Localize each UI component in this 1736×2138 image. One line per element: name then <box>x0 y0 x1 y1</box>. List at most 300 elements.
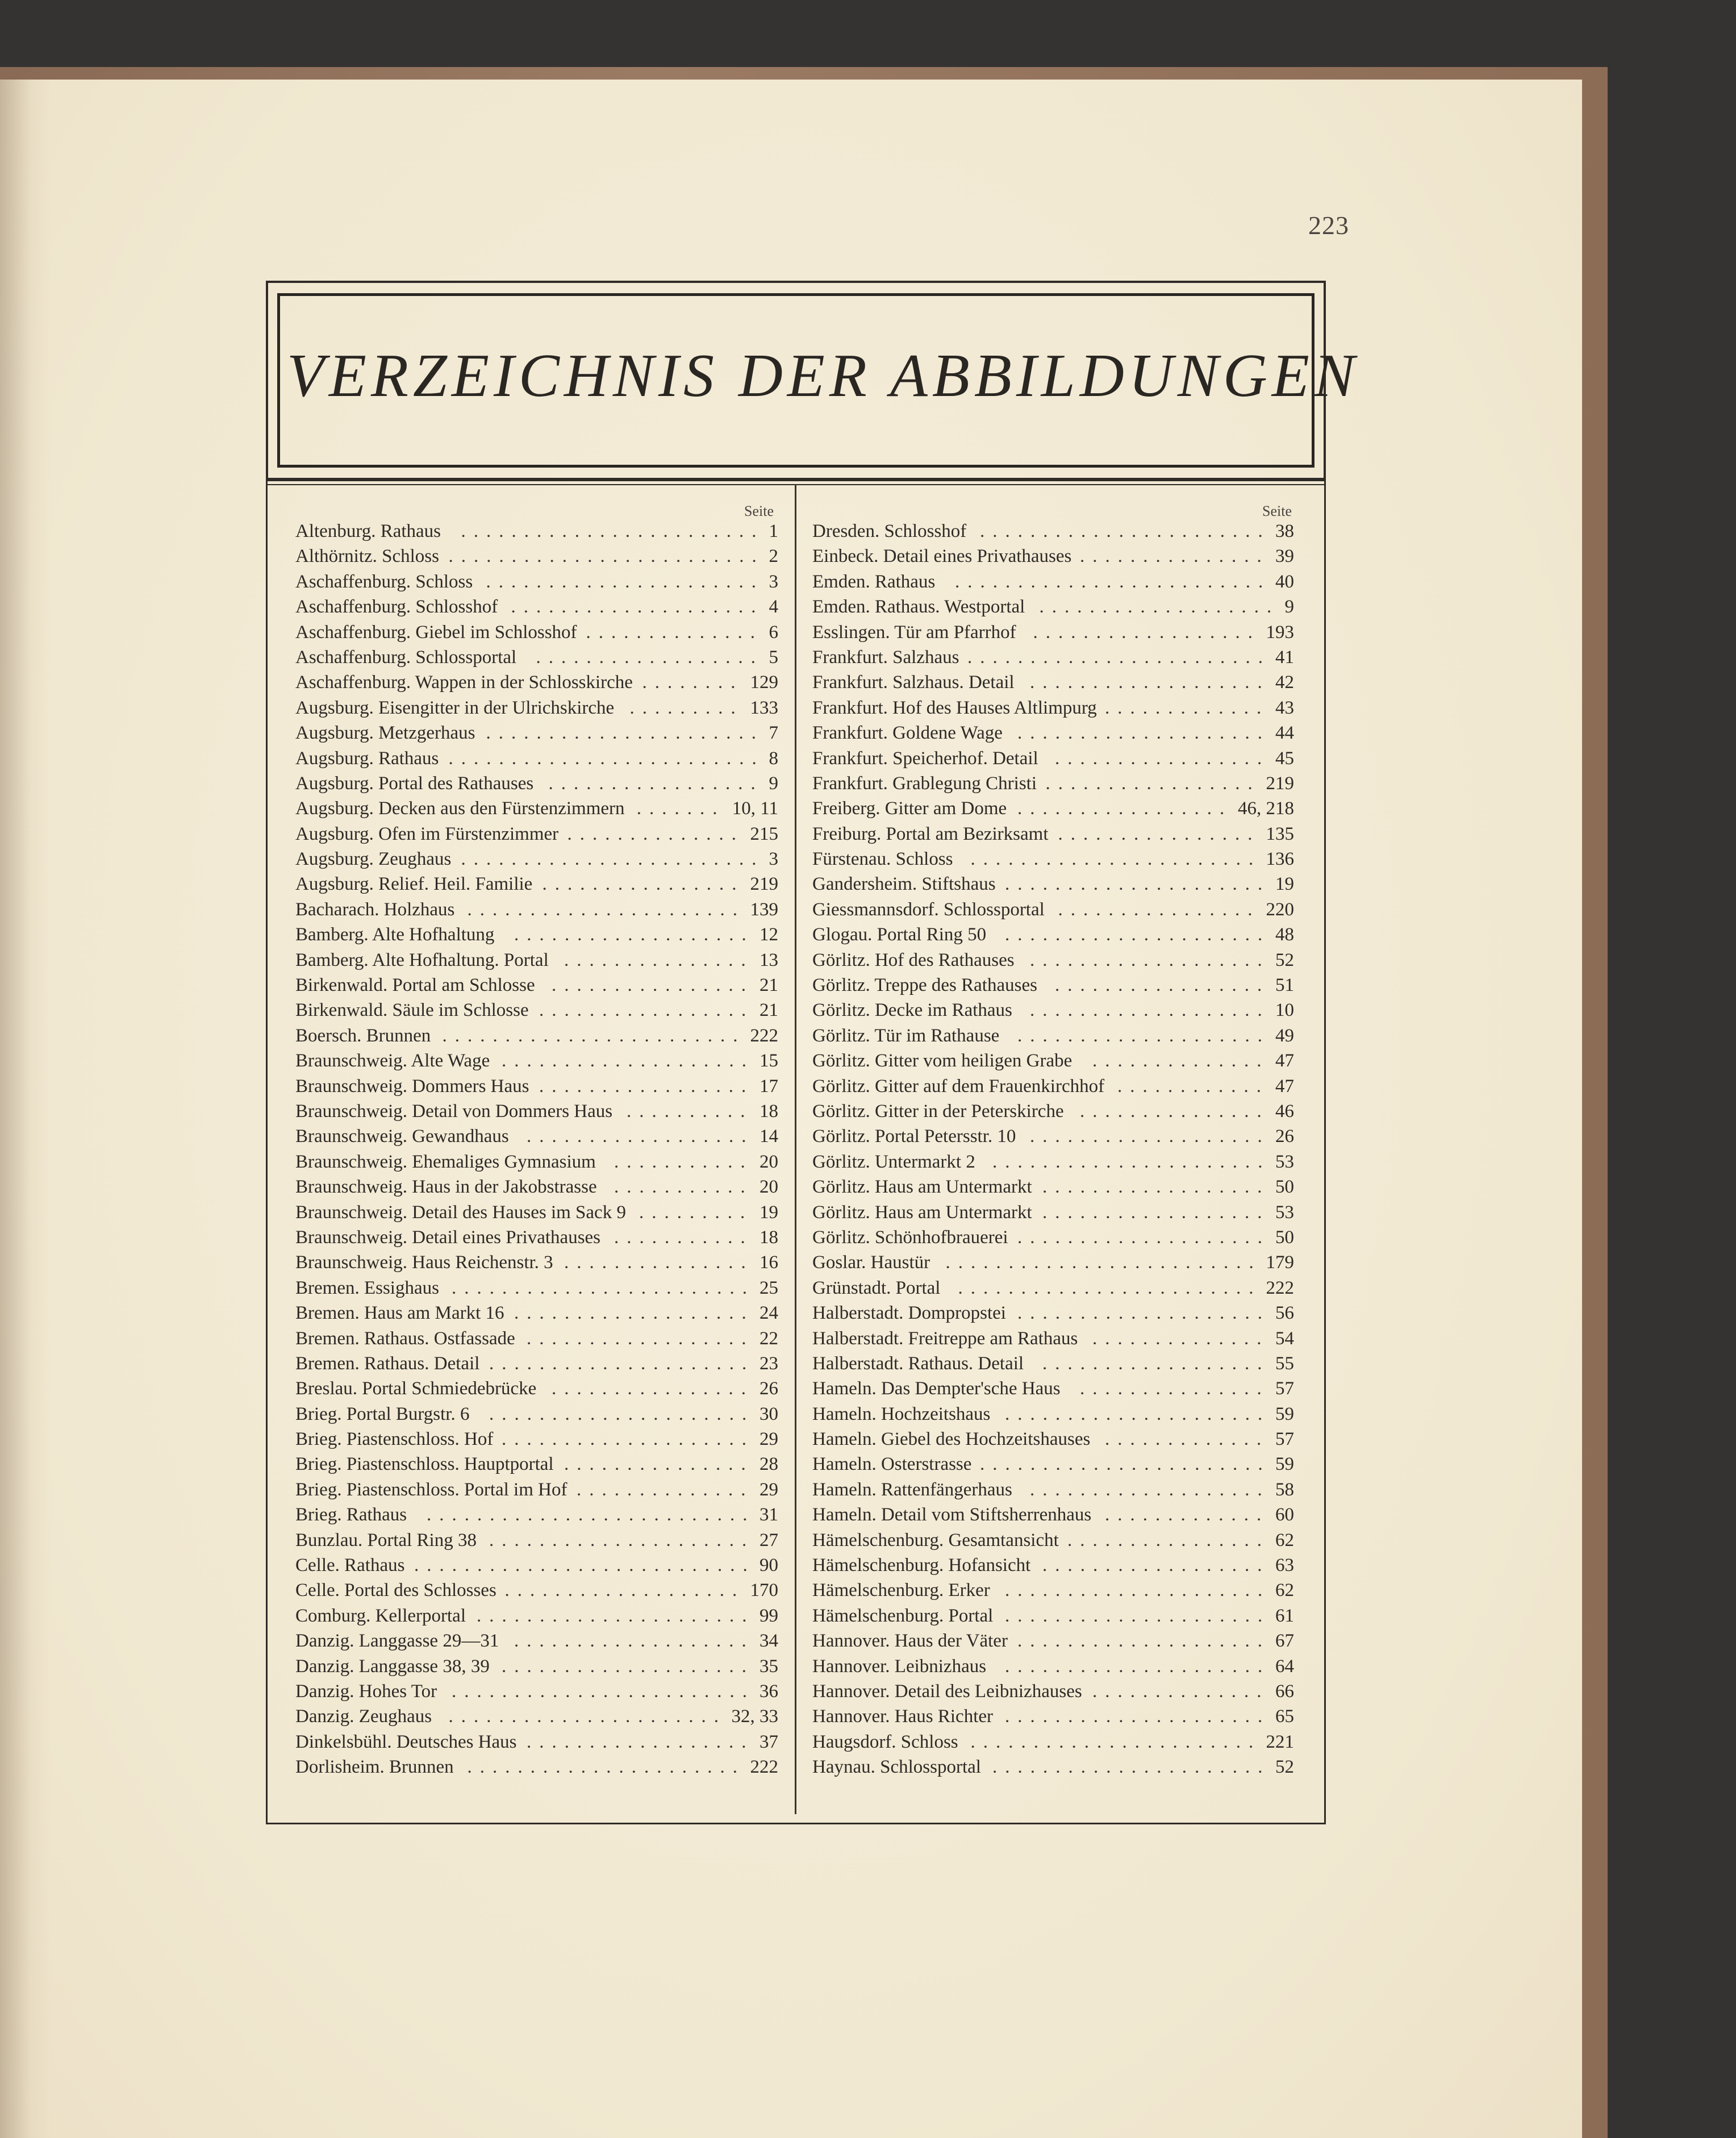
dot-leader: ......................... <box>955 571 1271 592</box>
index-entry <box>812 1553 1294 1578</box>
dot-leader: .................... <box>502 1051 754 1072</box>
index-entry <box>812 1528 1294 1553</box>
entry-name: Aschaffenburg. Wappen in der Schlosskirche <box>295 672 633 693</box>
index-entry <box>295 1149 778 1174</box>
dot-leader: ...................... <box>992 1757 1271 1778</box>
entry-name: Hannover. Haus der Väter <box>812 1631 1008 1652</box>
entry-page: 90 <box>760 1555 778 1576</box>
index-entry <box>812 1048 1294 1073</box>
index-entry <box>812 569 1294 594</box>
dot-leader: .................. <box>1042 1353 1270 1374</box>
entry-name: Giessmannsdorf. Schlossportal <box>812 899 1045 920</box>
entry-page: 66 <box>1275 1681 1294 1702</box>
index-entry <box>295 1376 778 1401</box>
index-entry <box>295 1124 778 1149</box>
entry-name: Bremen. Rathaus. Detail <box>295 1353 480 1374</box>
entry-page: 55 <box>1275 1353 1294 1374</box>
dot-leader: ....... <box>636 798 725 819</box>
dot-leader: ............... <box>1080 546 1270 567</box>
dot-leader: ................... <box>514 924 754 945</box>
dot-leader: ................... <box>1039 597 1280 618</box>
dot-leader: ..................... <box>489 1353 755 1374</box>
dot-leader: ............... <box>564 949 754 970</box>
dot-leader: .................... <box>1017 1227 1270 1248</box>
entry-page: 19 <box>760 1202 778 1223</box>
entry-name: Braunschweig. Haus Reichenstr. 3 <box>295 1252 553 1273</box>
index-entry <box>812 1351 1294 1376</box>
entry-page: 50 <box>1275 1227 1294 1248</box>
entry-name: Emden. Rathaus. Westportal <box>812 597 1025 618</box>
dot-leader: ............. <box>1105 1504 1270 1526</box>
dot-leader: ................ <box>542 874 745 895</box>
entry-name: Birkenwald. Säule im Schlosse <box>295 1000 529 1021</box>
index-entry <box>295 1099 778 1124</box>
entry-name: Brieg. Piastenschloss. Portal im Hof <box>295 1479 567 1500</box>
dot-leader: ....................... <box>980 521 1271 541</box>
index-entry <box>812 1326 1294 1351</box>
entry-name: Altenburg. Rathaus <box>295 521 441 541</box>
dot-leader: ...................... <box>477 1605 755 1626</box>
index-entry <box>295 620 778 645</box>
entry-page: 52 <box>1275 1757 1294 1778</box>
entry-page: 32, 33 <box>731 1706 778 1727</box>
index-entry <box>295 519 778 544</box>
dot-leader: ............... <box>1080 1378 1270 1399</box>
dot-leader: ................... <box>514 1631 754 1652</box>
index-entry <box>295 1528 778 1553</box>
dot-leader: ............ <box>1117 1076 1269 1097</box>
entry-name: Hameln. Das Dempter'sche Haus <box>812 1378 1061 1399</box>
entry-name: Bunzlau. Portal Ring 38 <box>295 1529 477 1551</box>
entry-page: 46, 218 <box>1238 798 1294 819</box>
dot-leader: .............. <box>567 823 744 844</box>
index-entry <box>295 1603 778 1628</box>
index-entry <box>295 746 778 771</box>
entry-page: 56 <box>1275 1303 1294 1324</box>
index-entry <box>295 1351 778 1376</box>
entry-name: Einbeck. Detail eines Privathauses <box>812 546 1072 567</box>
dot-leader: .................... <box>511 597 764 618</box>
entry-page: 28 <box>760 1454 778 1475</box>
index-entry <box>295 771 778 796</box>
entry-name: Hämelschenburg. Erker <box>812 1580 990 1601</box>
entry-name: Görlitz. Schönhofbrauerei <box>812 1227 1008 1248</box>
entry-page: 3 <box>769 571 778 592</box>
entry-page: 25 <box>760 1277 778 1298</box>
dot-leader: ...................... <box>992 1151 1271 1172</box>
entry-page: 129 <box>750 672 778 693</box>
entry-page: 22 <box>760 1328 778 1349</box>
entry-page: 36 <box>760 1681 778 1702</box>
index-entry <box>812 720 1294 745</box>
entry-page: 133 <box>750 697 778 718</box>
left-index-column <box>295 519 778 1780</box>
entry-page: 6 <box>769 622 778 643</box>
entry-name: Hameln. Hochzeitshaus <box>812 1403 991 1424</box>
entry-name: Haugsdorf. Schloss <box>812 1731 958 1752</box>
entry-name: Halberstadt. Freitreppe am Rathaus <box>812 1328 1078 1349</box>
dot-leader: ........ <box>642 672 744 693</box>
entry-name: Frankfurt. Speicherhof. Detail <box>812 748 1038 769</box>
entry-name: Görlitz. Portal Petersstr. 10 <box>812 1126 1016 1147</box>
entry-name: Braunschweig. Alte Wage <box>295 1051 490 1072</box>
dot-leader: ........... <box>614 1177 753 1198</box>
dot-leader: ..................... <box>1005 1580 1271 1601</box>
entry-page: 3 <box>769 849 778 870</box>
dot-leader: ................... <box>1030 672 1270 693</box>
entry-name: Dresden. Schlosshof <box>812 521 967 541</box>
entry-page: 59 <box>1275 1403 1294 1424</box>
entry-name: Braunschweig. Detail eines Privathauses <box>295 1227 601 1248</box>
dot-leader: ................... <box>1030 1126 1270 1147</box>
entry-page: 57 <box>1275 1429 1294 1450</box>
entry-page: 42 <box>1275 672 1294 693</box>
entry-name: Hameln. Giebel des Hochzeitshauses <box>812 1429 1091 1450</box>
index-entry <box>295 1301 778 1326</box>
dot-leader: ................... <box>504 1580 745 1601</box>
dot-leader: ................. <box>1017 798 1233 819</box>
entry-name: Augsburg. Ofen im Fürstenzimmer <box>295 823 559 844</box>
entry-page: 50 <box>1275 1177 1294 1198</box>
entry-page: 62 <box>1275 1529 1294 1551</box>
entry-page: 26 <box>760 1378 778 1399</box>
entry-page: 30 <box>760 1403 778 1424</box>
dot-leader: ........... <box>614 1151 753 1172</box>
entry-page: 29 <box>760 1429 778 1450</box>
entry-name: Freiberg. Gitter am Dome <box>812 798 1007 819</box>
index-entry <box>295 973 778 998</box>
entry-name: Aschaffenburg. Giebel im Schlosshof <box>295 622 577 643</box>
entry-name: Hameln. Osterstrasse <box>812 1454 972 1475</box>
entry-name: Danzig. Langgasse 38, 39 <box>295 1656 490 1677</box>
dot-leader: .................. <box>527 1126 754 1147</box>
dot-leader: ......................... <box>448 748 765 769</box>
dot-leader: ..................... <box>1005 1403 1271 1424</box>
entry-name: Goslar. Haustür <box>812 1252 930 1273</box>
entry-page: 47 <box>1275 1076 1294 1097</box>
entry-name: Emden. Rathaus <box>812 571 936 592</box>
page-gutter-shadow <box>0 80 51 2138</box>
entry-name: Frankfurt. Goldene Wage <box>812 723 1003 744</box>
dot-leader: ........................ <box>452 1277 755 1298</box>
entry-name: Frankfurt. Hof des Hauses Altlimpurg <box>812 697 1097 718</box>
index-entry <box>812 1200 1294 1225</box>
entry-name: Görlitz. Tür im Rathause <box>812 1025 1000 1046</box>
index-entry <box>812 1654 1294 1679</box>
entry-name: Aschaffenburg. Schlosshof <box>295 597 498 618</box>
index-entry <box>295 695 778 720</box>
index-entry <box>295 872 778 897</box>
entry-page: 222 <box>1266 1277 1294 1298</box>
entry-page: 62 <box>1275 1580 1294 1601</box>
entry-page: 53 <box>1275 1151 1294 1172</box>
dot-leader: ..................... <box>1005 1605 1271 1626</box>
page-title: VERZEICHNIS DER ABBILDUNGEN <box>287 342 1359 410</box>
entry-page: 67 <box>1275 1631 1294 1652</box>
index-entry <box>295 1578 778 1603</box>
dot-leader: ..................... <box>1005 924 1271 945</box>
entry-name: Glogau. Portal Ring 50 <box>812 924 987 945</box>
index-entry <box>295 670 778 695</box>
index-entry <box>295 1326 778 1351</box>
index-entry <box>295 897 778 922</box>
entry-page: 136 <box>1266 849 1294 870</box>
dot-leader: ................ <box>552 975 754 996</box>
index-entry <box>295 1250 778 1275</box>
entry-name: Bremen. Haus am Markt 16 <box>295 1303 504 1324</box>
entry-page: 215 <box>750 823 778 844</box>
entry-name: Braunschweig. Gewandhaus <box>295 1126 509 1147</box>
index-entry <box>812 998 1294 1023</box>
entry-name: Braunschweig. Dommers Haus <box>295 1076 529 1097</box>
dot-leader: .................. <box>1033 622 1261 643</box>
entry-name: Comburg. Kellerportal <box>295 1605 466 1626</box>
entry-name: Birkenwald. Portal am Schlosse <box>295 975 535 996</box>
index-entry <box>295 1276 778 1301</box>
entry-name: Bacharach. Holzhaus <box>295 899 455 920</box>
entry-name: Halberstadt. Dompropstei <box>812 1303 1006 1324</box>
dot-leader: .................... <box>502 1429 754 1450</box>
entry-name: Bamberg. Alte Hofhaltung <box>295 924 495 945</box>
index-entry <box>295 1628 778 1653</box>
entry-page: 23 <box>760 1353 778 1374</box>
dot-leader: ........................... <box>414 1555 756 1576</box>
index-entry <box>812 1578 1294 1603</box>
index-entry <box>812 1603 1294 1628</box>
entry-name: Görlitz. Treppe des Rathauses <box>812 975 1037 996</box>
index-entry <box>812 1074 1294 1099</box>
entry-page: 221 <box>1266 1731 1294 1752</box>
entry-name: Brieg. Piastenschloss. Hauptportal <box>295 1454 554 1475</box>
entry-page: 18 <box>760 1101 778 1122</box>
dot-leader: .................. <box>527 1731 754 1752</box>
dot-leader: ....................... <box>980 1454 1271 1475</box>
dot-leader: ................ <box>1067 1529 1270 1551</box>
entry-page: 4 <box>769 597 778 618</box>
index-entry <box>812 1628 1294 1653</box>
page-number: 223 <box>1308 211 1349 240</box>
entry-page: 34 <box>760 1631 778 1652</box>
index-entry <box>295 822 778 847</box>
entry-page: 139 <box>750 899 778 920</box>
entry-page: 41 <box>1275 647 1294 668</box>
dot-leader: ........................ <box>461 849 765 870</box>
dot-leader: .................. <box>1042 1177 1270 1198</box>
index-entry <box>812 1452 1294 1477</box>
entry-name: Augsburg. Metzgerhaus <box>295 723 475 744</box>
index-entry <box>812 922 1294 947</box>
column-divider <box>795 485 796 1814</box>
entry-page: 14 <box>760 1126 778 1147</box>
index-entry <box>295 1654 778 1679</box>
dot-leader: ...................... <box>467 1757 745 1778</box>
index-entry <box>812 1149 1294 1174</box>
left-page-column-label: Seite <box>744 503 774 519</box>
dot-leader: ................ <box>1058 899 1261 920</box>
entry-page: 59 <box>1275 1454 1294 1475</box>
entry-page: 18 <box>760 1227 778 1248</box>
entry-page: 43 <box>1275 697 1294 718</box>
entry-name: Frankfurt. Grablegung Christi <box>812 773 1037 794</box>
entry-name: Danzig. Langgasse 29—31 <box>295 1631 499 1652</box>
index-entry <box>295 1074 778 1099</box>
entry-name: Celle. Rathaus <box>295 1555 405 1576</box>
entry-name: Bremen. Essighaus <box>295 1277 439 1298</box>
dot-leader: .............. <box>1092 1051 1270 1072</box>
dot-leader: ................. <box>1045 773 1261 794</box>
index-entry <box>295 847 778 872</box>
dot-leader: .............. <box>1092 1681 1270 1702</box>
index-entry <box>812 973 1294 998</box>
entry-name: Hämelschenburg. Hofansicht <box>812 1555 1031 1576</box>
dot-leader: .............. <box>586 622 763 643</box>
entry-page: 53 <box>1275 1202 1294 1223</box>
dot-leader: .......... <box>627 1101 753 1122</box>
dot-leader: ..................... <box>1005 1706 1271 1727</box>
entry-page: 8 <box>769 748 778 769</box>
dot-leader: ........................ <box>452 1681 755 1702</box>
entry-name: Görlitz. Hof des Rathauses <box>812 949 1015 970</box>
index-entry <box>295 1729 778 1754</box>
dot-leader: ........................ <box>461 521 765 541</box>
entry-page: 21 <box>760 975 778 996</box>
index-entry <box>295 569 778 594</box>
index-entry <box>295 1225 778 1250</box>
entry-name: Bremen. Rathaus. Ostfassade <box>295 1328 515 1349</box>
entry-name: Dorlisheim. Brunnen <box>295 1757 454 1778</box>
index-entry <box>812 1124 1294 1149</box>
entry-page: 57 <box>1275 1378 1294 1399</box>
dot-leader: ............... <box>1080 1101 1270 1122</box>
index-entry <box>812 1225 1294 1250</box>
entry-name: Augsburg. Rathaus <box>295 748 439 769</box>
dot-leader: .................. <box>1042 1555 1270 1576</box>
dot-leader: ......................... <box>945 1252 1262 1273</box>
entry-name: Braunschweig. Haus in der Jakobstrasse <box>295 1177 597 1198</box>
entry-page: 1 <box>769 521 778 541</box>
dot-leader: ................. <box>1055 975 1270 996</box>
dot-leader: ......... <box>629 697 744 718</box>
entry-page: 44 <box>1275 723 1294 744</box>
index-entry <box>295 1477 778 1502</box>
index-entry <box>295 645 778 670</box>
entry-page: 222 <box>750 1757 778 1778</box>
dot-leader: ................... <box>1030 1479 1270 1500</box>
entry-page: 20 <box>760 1151 778 1172</box>
entry-name: Görlitz. Gitter auf dem Frauenkirchhof <box>812 1076 1105 1097</box>
entry-page: 65 <box>1275 1706 1294 1727</box>
entry-name: Freiburg. Portal am Bezirksamt <box>812 823 1049 844</box>
dot-leader: .............. <box>1092 1328 1270 1349</box>
entry-page: 135 <box>1266 823 1294 844</box>
dot-leader: .................... <box>1017 1303 1270 1324</box>
entry-page: 13 <box>760 949 778 970</box>
index-entry <box>295 594 778 619</box>
index-entry <box>812 620 1294 645</box>
entry-page: 39 <box>1275 546 1294 567</box>
index-entry <box>295 544 778 569</box>
index-entry <box>295 1754 778 1779</box>
index-entry <box>295 1452 778 1477</box>
index-entry <box>812 1679 1294 1704</box>
dot-leader: ...................... <box>467 899 745 920</box>
entry-page: 61 <box>1275 1605 1294 1626</box>
entry-page: 19 <box>1275 874 1294 895</box>
entry-page: 21 <box>760 1000 778 1021</box>
entry-name: Frankfurt. Salzhaus. Detail <box>812 672 1015 693</box>
entry-name: Görlitz. Decke im Rathaus <box>812 1000 1012 1021</box>
entry-name: Frankfurt. Salzhaus <box>812 647 959 668</box>
index-entry <box>295 1427 778 1452</box>
entry-name: Aschaffenburg. Schloss <box>295 571 473 592</box>
dot-leader: ............. <box>1105 1429 1270 1450</box>
dot-leader: ................. <box>539 1076 754 1097</box>
index-entry <box>295 948 778 973</box>
dot-leader: ............... <box>564 1454 754 1475</box>
dot-leader: ...................... <box>486 723 764 744</box>
entry-page: 5 <box>769 647 778 668</box>
dot-leader: .................. <box>527 1328 754 1349</box>
entry-name: Halberstadt. Rathaus. Detail <box>812 1353 1024 1374</box>
index-entry <box>812 1729 1294 1754</box>
entry-name: Hameln. Rattenfängerhaus <box>812 1479 1012 1500</box>
index-entry <box>812 1174 1294 1199</box>
index-entry <box>295 720 778 745</box>
entry-page: 179 <box>1266 1252 1294 1273</box>
entry-name: Braunschweig. Ehemaliges Gymnasium <box>295 1151 596 1172</box>
entry-page: 35 <box>760 1656 778 1677</box>
index-entry <box>812 1704 1294 1729</box>
entry-page: 48 <box>1275 924 1294 945</box>
entry-page: 46 <box>1275 1101 1294 1122</box>
index-entry <box>812 796 1294 821</box>
entry-page: 64 <box>1275 1656 1294 1677</box>
index-entry <box>295 796 778 821</box>
entry-name: Fürstenau. Schloss <box>812 849 953 870</box>
dot-leader: .................... <box>1017 1631 1270 1652</box>
entry-name: Brieg. Piastenschloss. Hof <box>295 1429 494 1450</box>
dot-leader: ..................... <box>1005 1656 1271 1677</box>
entry-page: 40 <box>1275 571 1294 592</box>
entry-name: Grünstadt. Portal <box>812 1277 941 1298</box>
entry-page: 9 <box>769 773 778 794</box>
index-entry <box>295 998 778 1023</box>
dot-leader: ........................ <box>958 1277 1262 1298</box>
index-entry <box>812 847 1294 872</box>
index-entry <box>295 1174 778 1199</box>
entry-page: 222 <box>750 1025 778 1046</box>
entry-name: Görlitz. Haus am Untermarkt <box>812 1177 1032 1198</box>
index-entry <box>295 1502 778 1527</box>
dot-leader: ................ <box>1058 823 1261 844</box>
index-entry <box>812 645 1294 670</box>
entry-name: Hämelschenburg. Portal <box>812 1605 994 1626</box>
entry-name: Görlitz. Gitter vom heiligen Grabe <box>812 1051 1073 1072</box>
dot-leader: ..................... <box>1005 874 1271 895</box>
entry-page: 27 <box>760 1529 778 1551</box>
entry-name: Dinkelsbühl. Deutsches Haus <box>295 1731 517 1752</box>
entry-name: Celle. Portal des Schlosses <box>295 1580 496 1601</box>
entry-name: Augsburg. Relief. Heil. Familie <box>295 874 533 895</box>
entry-page: 219 <box>1266 773 1294 794</box>
index-entry <box>295 1402 778 1427</box>
entry-page: 220 <box>1266 899 1294 920</box>
dot-leader: ....................... <box>970 1731 1262 1752</box>
index-entry <box>295 1679 778 1704</box>
entry-name: Görlitz. Untermarkt 2 <box>812 1151 975 1172</box>
dot-leader: .............. <box>577 1479 754 1500</box>
entry-page: 170 <box>750 1580 778 1601</box>
